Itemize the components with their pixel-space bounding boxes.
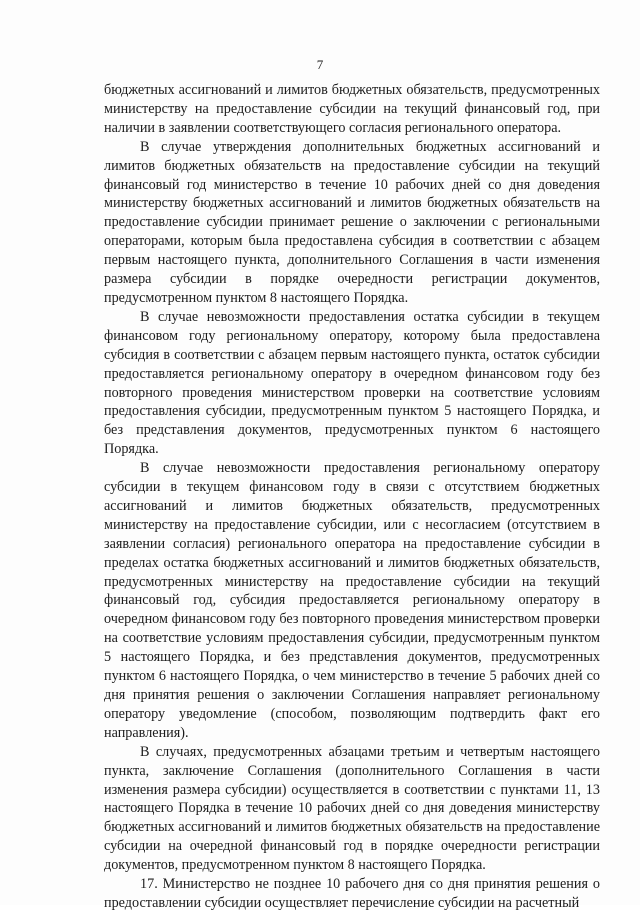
paragraph-no-allocations: В случае невозможности предоставления региональному оператору субсидии в текущем финансовом году в связи с отсутствием бюджетных ассигнований и лимитов бюджетных обязательств, предусмотренных министерству на предоставление субсидии, или с несогласием (отсутствием в заявлении согласия) регионального оператора на предоставление субсидии в пределах остатка бюджетных ассигнований и лимитов бюджетных обязательств, предусмотренных министерству на предоставление субсидии на текущий финансовый год, субсидия предоставляется региональному оператору в очередном финансовом году без повторного проведения министерством проверки на соответствие условиям предоставления субсидии, предусмотренным пунктом 5 настоящего Порядка, и без представления документов, предусмотренных пунктом 6 настоящего Порядка, о чем министерство в течение 5 рабочих дней со дня принятия решения о заключении Соглашения направляет региональному оператору уведомление (способом, позволяющим подтвердить факт его направления). — [104, 460, 600, 741]
document-body — [104, 81, 600, 913]
paragraph-additional-allocations: В случае утверждения дополнительных бюджетных ассигнований и лимитов бюджетных обязательств на предоставление субсидии на текущий финансовый год министерство в течение 10 рабочих дней со дня доведения министерству бюджетных ассигнований и лимитов бюджетных обязательств на предоставление субсидии принимает решение о заключении с региональными операторами, которым была предоставлена субсидия в соответствии с абзацем первым настоящего пункта, дополнительного Соглашения в части изменения размера субсидии в порядке очередности регистрации документов, предусмотренном пунктом 8 настоящего Порядка. — [104, 138, 600, 306]
paragraph-remainder-next-year: В случае невозможности предоставления остатка субсидии в текущем финансовом году региональному оператору, которому была предоставлена субсидия в соответствии с абзацем первым настоящего пункта, остаток субсидии предоставляется региональному оператору в очередном финансовом году без повторного проведения министерством проверки на соответствие условиям предоставления субсидии, предусмотренным пунктом 5 настоящего Порядка, и без представления документов, предусмотренных пунктом 6 настоящего Порядка. — [104, 308, 600, 458]
paragraph-item-17: 17. Министерство не позднее 10 рабочего дня со дня принятия решения о предоставлении субсидии осуществляет перечисление субсидии на расчетный — [104, 876, 600, 911]
paragraph-agreement-conclusion: В случаях, предусмотренных абзацами третьим и четвертым настоящего пункта, заключение Соглашения (дополнительного Соглашения в части изменения размера субсидии) осуществляется в соответствии с пунктами 11, 13 настоящего Порядка в течение 10 рабочих дней со дня доведения министерству бюджетных ассигнований и лимитов бюджетных обязательств на предоставление субсидии на очередной финансовый год в порядке очередности регистрации документов, предусмотренном пунктом 8 настоящего Порядка. — [104, 743, 600, 874]
page-number: 7 — [316, 57, 324, 72]
paragraph-continuation: бюджетных ассигнований и лимитов бюджетных обязательств, предусмотренных министерству на предоставление субсидии на текущий финансовый год, при наличии в заявлении соответствующего согласия регионального оператора. — [104, 82, 600, 136]
